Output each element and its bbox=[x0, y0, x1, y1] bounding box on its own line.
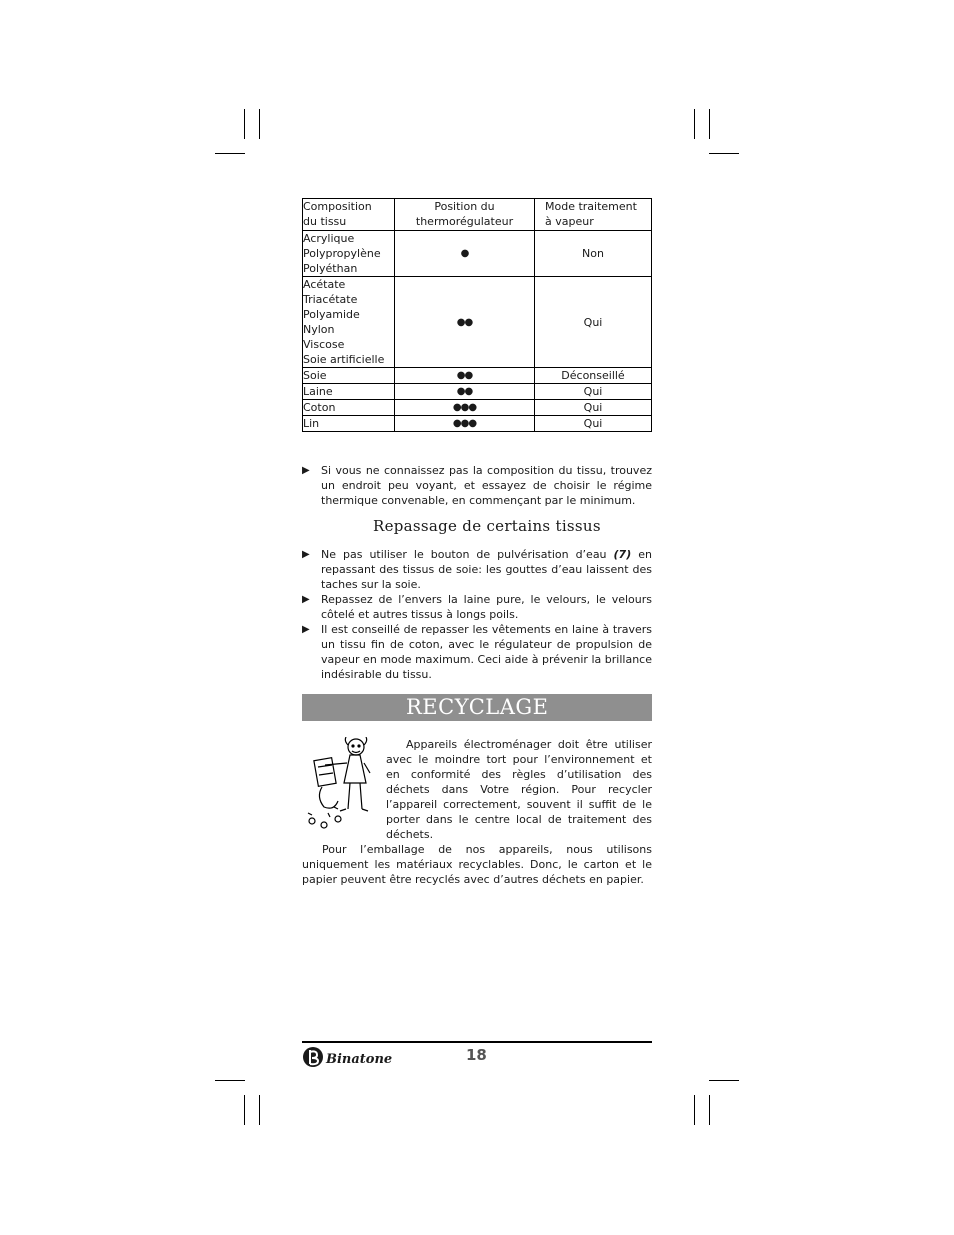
fabric-name: Soie artificielle bbox=[303, 353, 385, 366]
dots-cell: ●●● bbox=[395, 400, 535, 416]
mode-cell: Non bbox=[535, 231, 652, 277]
crop-mark bbox=[709, 1095, 710, 1125]
fabric-name: Nylon bbox=[303, 323, 335, 336]
dots-cell: ● bbox=[395, 231, 535, 277]
binatone-logo bbox=[302, 1045, 394, 1069]
fabric-cell bbox=[303, 277, 395, 368]
fabric-name: Triacétate bbox=[303, 293, 358, 306]
dots-cell: ●● bbox=[395, 368, 535, 384]
mode-cell: Qui bbox=[535, 400, 652, 416]
mode-cell: Qui bbox=[535, 277, 652, 368]
list-item-text bbox=[321, 547, 652, 592]
header-position bbox=[395, 199, 535, 231]
list-item bbox=[302, 622, 652, 682]
fabric-cell bbox=[303, 231, 395, 277]
crop-mark bbox=[694, 109, 695, 139]
bullet-triangle-icon: ▶ bbox=[302, 594, 310, 605]
crop-mark bbox=[215, 153, 245, 154]
crop-mark bbox=[215, 1080, 245, 1081]
fabric-name: Acétate bbox=[303, 278, 346, 291]
fabric-cell: Lin bbox=[303, 416, 395, 432]
table-row bbox=[303, 231, 652, 277]
table-row bbox=[303, 400, 652, 416]
recycling-paragraph: Pour l’emballage de nos appareils, nous utilisons uniquement les matériaux recyclables. Donc, le carton et le papier peuvent être recyclés avec d’autres déchets en papier. bbox=[302, 843, 652, 886]
mode-cell: Qui bbox=[535, 384, 652, 400]
fabric-name: Viscose bbox=[303, 338, 345, 351]
header-line: Mode traitement bbox=[545, 200, 637, 213]
table-row bbox=[303, 277, 652, 368]
bullet-triangle-icon: ▶ bbox=[302, 624, 310, 635]
header-line: Position du bbox=[434, 200, 495, 213]
crop-mark bbox=[259, 109, 260, 139]
list-item-text: Il est conseillé de repasser les vêtements en laine à travers un tissu fin de coton, avec le régulateur de propulsion de vapeur en mode maximum. Ceci aide à prévenir la brillance indésirable du tissu. bbox=[321, 623, 652, 681]
bullet-triangle-icon: ▶ bbox=[302, 465, 310, 476]
header-mode bbox=[535, 199, 652, 231]
crop-mark bbox=[709, 1080, 739, 1081]
button-reference: (7) bbox=[613, 548, 632, 561]
text-part: Ne pas utiliser le bouton de pulvérisation d’eau bbox=[321, 548, 614, 561]
crop-mark bbox=[244, 109, 245, 139]
list-item bbox=[302, 592, 652, 622]
recycling-section bbox=[302, 737, 652, 887]
crop-mark bbox=[259, 1095, 260, 1125]
dots-cell: ●●● bbox=[395, 416, 535, 432]
section-heading: Repassage de certains tissus bbox=[373, 517, 601, 535]
recycling-paragraph: Appareils électroménager doit être utiliser avec le moindre tort pour l’environnement et en conformité des règles d’utilisation des déchets dans Votre région. Pour recycler l’appareil correctement, souvent il suffit de le porter dans le centre local de traitement des déchets. bbox=[386, 738, 652, 841]
header-line: Composition bbox=[303, 200, 372, 213]
recycling-illustration-icon bbox=[302, 737, 386, 833]
fabric-name: Polyamide bbox=[303, 308, 360, 321]
header-line: du tissu bbox=[303, 215, 347, 228]
tip-block bbox=[302, 463, 652, 508]
header-line: thermorégulateur bbox=[415, 215, 514, 228]
table-row bbox=[303, 368, 652, 384]
ironing-tips-list bbox=[302, 547, 652, 682]
table-row bbox=[303, 384, 652, 400]
fabric-cell: Coton bbox=[303, 400, 395, 416]
dots-cell: ●● bbox=[395, 384, 535, 400]
text-part: en repassant des tissus de soie: les gouttes d’eau laissent des taches sur la soie. bbox=[321, 548, 652, 591]
mode-cell: Qui bbox=[535, 416, 652, 432]
header-line: à vapeur bbox=[545, 215, 594, 228]
crop-mark bbox=[694, 1095, 695, 1125]
fabric-temperature-table bbox=[302, 198, 652, 432]
list-item bbox=[302, 547, 652, 592]
dots-cell: ●● bbox=[395, 277, 535, 368]
page-number: 18 bbox=[466, 1046, 487, 1064]
logo-text: Binatone bbox=[326, 1052, 393, 1067]
fabric-cell: Soie bbox=[303, 368, 395, 384]
fabric-name: Acrylique bbox=[303, 232, 355, 245]
fabric-cell: Laine bbox=[303, 384, 395, 400]
recycling-title: RECYCLAGE bbox=[406, 695, 549, 719]
table-row bbox=[303, 416, 652, 432]
crop-mark bbox=[709, 109, 710, 139]
bullet-triangle-icon: ▶ bbox=[302, 549, 310, 560]
fabric-name: Polyéthan bbox=[303, 262, 358, 275]
crop-mark bbox=[244, 1095, 245, 1125]
mode-cell: Déconseillé bbox=[535, 368, 652, 384]
fabric-name: Polypropylène bbox=[303, 247, 381, 260]
list-item-text: Repassez de l’envers la laine pure, le velours, le velours côtelé et autres tissus à longs poils. bbox=[321, 593, 652, 621]
footer-divider bbox=[302, 1041, 652, 1043]
list-item bbox=[302, 463, 652, 508]
crop-mark bbox=[709, 153, 739, 154]
recycling-banner bbox=[302, 694, 652, 721]
tip-text: Si vous ne connaissez pas la composition du tissu, trouvez un endroit peu voyant, et essayez de choisir le régime thermique convenable, en commençant par le minimum. bbox=[321, 464, 652, 507]
table-header-row bbox=[303, 199, 652, 231]
header-composition bbox=[303, 199, 395, 231]
